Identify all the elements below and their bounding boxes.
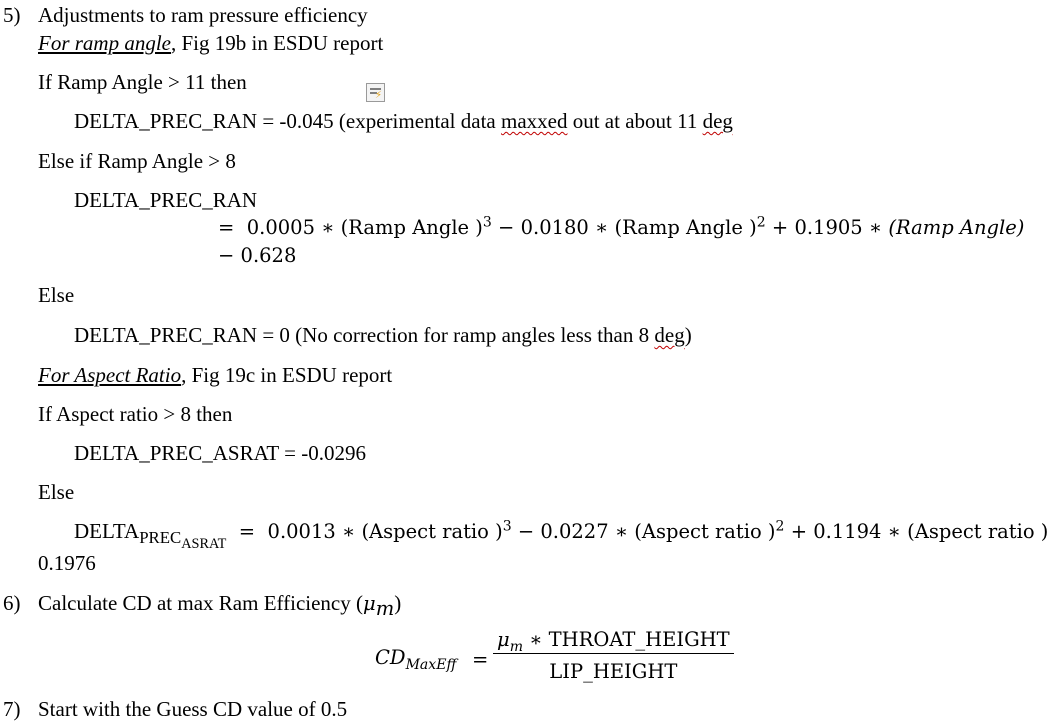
step-7-number: 7) (3, 697, 21, 721)
cd-maxeff-fraction (493, 628, 734, 683)
comment-note-icon[interactable]: ⚡ (366, 83, 385, 102)
ramp-equation-line-2: − 0.628 (218, 244, 297, 267)
cd-maxeff-equals: = (472, 648, 489, 671)
aspect-ratio-heading (38, 365, 392, 386)
aspect-else: Else (38, 480, 75, 504)
aspect-equation: $DELTA_{PREC_{ASRAT}} = 0.0013$ ∗ (Aspect ratio )$^3$ − 0.0227 ∗ (Aspect ratio )$^2$ + 0.1194 ∗ (Aspect ratio ) (74, 518, 1048, 553)
spelling-flag-deg-2[interactable]: deg (654, 323, 685, 347)
ramp-line-3: DELTA_PREC_RAN = 0 (No correction for ramp angles less than 8 deg) (74, 323, 692, 347)
ramp-var-name: DELTA_PREC_RAN (74, 188, 258, 212)
ramp-line-1: DELTA_PREC_RAN = -0.045 (experimental data maxxed out at about 11 deg (74, 109, 733, 133)
if-ramp-gt-11: If Ramp Angle > 11 then (38, 70, 247, 94)
fraction-numerator: $\mu_m$ ∗ THROAT_HEIGHT (493, 628, 734, 654)
if-aspect-gt-8: If Aspect ratio > 8 then (38, 402, 233, 426)
step-5-number: 5) (3, 3, 21, 27)
aspect-ratio-ref: , Fig 19c in ESDU report (181, 363, 393, 387)
spelling-flag-maxxed[interactable]: maxxed (500, 109, 568, 133)
step-5-title: Adjustments to ram pressure efficiency (38, 3, 368, 27)
ramp-equation-line-1: = 0.0005 ∗ (Ramp Angle )$^3$ − 0.0180 ∗ (Ramp Angle )$^2$ + 0.1905 ∗ (Ramp Angle) (218, 214, 1025, 239)
step-6-title: Calculate CD at max Ram Efficiency $(\mu_m)$ (38, 591, 402, 621)
spelling-flag-deg[interactable]: deg (702, 109, 733, 133)
ramp-angle-ref: , Fig 19b in ESDU report (171, 31, 384, 55)
ramp-else: Else (38, 283, 75, 307)
else-if-ramp-gt-8: Else if Ramp Angle > 8 (38, 149, 236, 173)
step-6-number: 6) (3, 591, 21, 615)
fraction-denominator: LIP_HEIGHT (549, 660, 678, 683)
aspect-ratio-label: For Aspect Ratio (38, 363, 182, 387)
step-7-text: Start with the Guess CD value of 0.5 (38, 697, 348, 721)
cd-maxeff-lhs: $CD_{MaxEff}$ (375, 646, 457, 673)
aspect-tail-value: 0.1976 (38, 551, 96, 575)
ramp-angle-label: For ramp angle (38, 31, 171, 55)
aspect-line-1: DELTA_PREC_ASRAT = -0.0296 (74, 441, 366, 465)
ramp-angle-heading (38, 33, 383, 54)
